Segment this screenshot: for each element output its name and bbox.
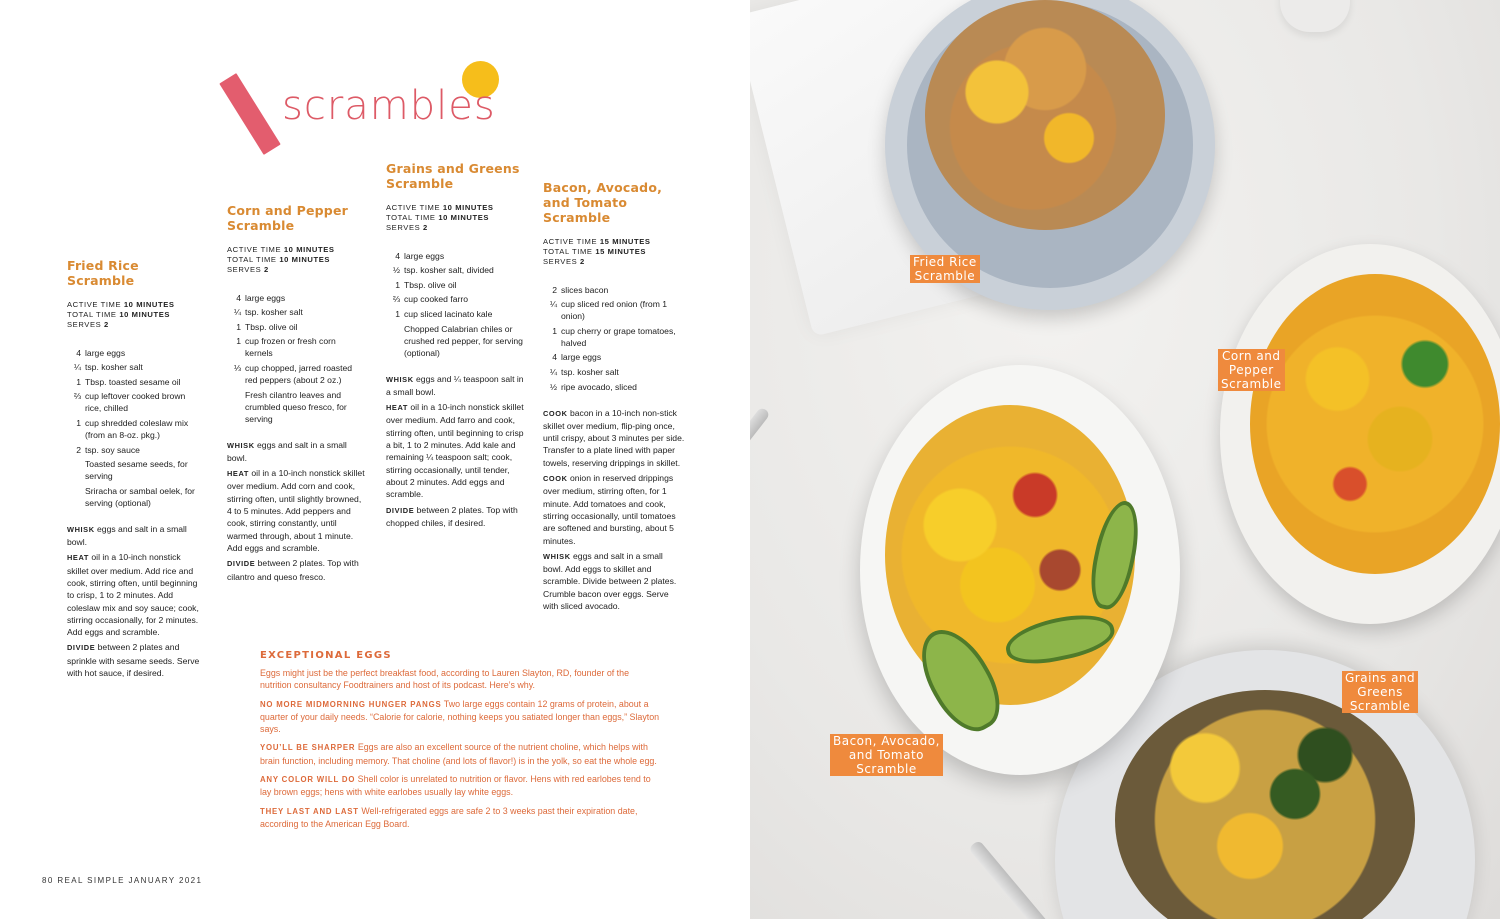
ingredient: Chopped Calabrian chiles or crushed red pepper, for serving (optional) <box>404 323 523 358</box>
page-folio: 80 REAL SIMPLE JANUARY 2021 <box>42 876 203 885</box>
ingredient: ¼ tsp. kosher salt <box>73 362 143 373</box>
ingredient: ⅔ cup cooked farro <box>392 294 469 305</box>
label-grains-greens: Grains and Greens Scramble <box>1342 671 1418 713</box>
meta-label: ACTIVE TIME <box>67 300 122 309</box>
instruction-step: DIVIDE between 2 plates. Top with chopped chiles, if desired. <box>386 504 518 528</box>
recipe-meta: ACTIVE TIME 10 MINUTES TOTAL TIME 10 MINUTES SERVES 2 <box>386 203 494 233</box>
label-bacon-avocado: Bacon, Avocado, and Tomato Scramble <box>830 734 943 776</box>
ingredient: 1 cup sliced lacinato kale <box>395 308 493 319</box>
recipe-grains-greens <box>386 161 524 532</box>
recipe-meta: ACTIVE TIME 15 MINUTES TOTAL TIME 15 MINUTES SERVES 2 <box>543 237 651 267</box>
recipe-title: Fried Rice Scramble <box>67 258 139 288</box>
ingredient: 1 Tbsp. olive oil <box>236 321 298 332</box>
instruction-step: WHISK eggs and salt in a small bowl. Add eggs to skillet and scramble. Divide between 2 plates. Crumble bacon over eggs. Serve with sliced avocado. <box>543 550 677 612</box>
fork-icon <box>750 406 771 650</box>
ingredient: 1 cup frozen or fresh corn kernels <box>236 336 336 359</box>
ingredient: 1 Tbsp. olive oil <box>395 279 457 290</box>
fork-icon <box>968 840 1056 919</box>
label-fried-rice: Fried Rice Scramble <box>910 255 980 283</box>
ingredient-list <box>543 284 685 393</box>
instruction-step: DIVIDE between 2 plates. Top with cilantro and queso fresco. <box>227 558 359 582</box>
corn-pepper-food <box>1250 274 1500 574</box>
sidebar-tip: ANY COLOR WILL DO Shell color is unrelated to nutrition or flavor. Hens with red earlobes tend to lay brown eggs; hens with white earlobes usually lay white eggs. <box>260 774 651 798</box>
instruction-step: DIVIDE between 2 plates and sprinkle with sesame seeds. Serve with hot sauce, if desired. <box>67 642 200 679</box>
page-title: scrambles <box>282 83 496 129</box>
sidebar-intro: Eggs might just be the perfect breakfast food, according to Lauren Slayton, RD, founder of the nutrition consultancy Foodtrainers and host of its podcast. Here’s why. <box>260 668 630 691</box>
meta-label: TOTAL TIME <box>67 310 117 320</box>
ingredient-list <box>67 347 202 509</box>
ingredient: ¼ cup sliced red onion (from 1 onion) <box>549 299 668 322</box>
ingredient: 4 large eggs <box>552 352 602 363</box>
corn-pepper-plate <box>1220 244 1500 624</box>
ingredient: 1 cup shredded coleslaw mix (from an 8-oz. pkg.) <box>76 417 189 440</box>
ingredient: ⅓ cup chopped, jarred roasted red peppers (about 2 oz.) <box>233 362 353 385</box>
ingredient: ½ tsp. kosher salt, divided <box>392 265 494 276</box>
instruction-step: COOK onion in reserved drippings over medium, stirring often, for 1 minute. Add tomatoes and cook, stirring occasionally, until tomatoes are softened and bursting, about 5 minutes. <box>543 473 676 546</box>
exceptional-eggs-sidebar <box>260 650 660 830</box>
fried-rice-food <box>925 0 1165 230</box>
instruction-list <box>543 407 685 613</box>
instruction-list <box>227 439 365 583</box>
salt-shaker <box>1280 0 1350 32</box>
ingredient: ¼ tsp. kosher salt <box>549 366 619 377</box>
instruction-list <box>67 523 202 680</box>
ingredient: 2 slices bacon <box>552 284 609 295</box>
ingredient: 4 large eggs <box>395 250 445 261</box>
recipe-title: Grains and Greens Scramble <box>386 161 520 191</box>
ingredient: ¼ tsp. kosher salt <box>233 307 303 318</box>
meta-label: SERVES <box>67 320 102 330</box>
food-photo <box>750 0 1500 919</box>
ingredient: Sriracha or sambal oelek, for serving (optional) <box>85 485 195 508</box>
ingredient: 4 large eggs <box>76 347 126 358</box>
instruction-step: WHISK eggs and salt in a small bowl. <box>227 439 347 463</box>
sidebar-tip: YOU’LL BE SHARPER Eggs are also an excellent source of the nutrient choline, which helps with brain function, including memory. That choline (and lots of flavor!) is in the yolk, so eat the whole egg. <box>260 742 657 766</box>
recipe-title: Corn and Pepper Scramble <box>227 203 348 233</box>
ingredient: 1 cup cherry or grape tomatoes, halved <box>552 325 676 348</box>
ingredient: Toasted sesame seeds, for serving <box>85 459 188 482</box>
instruction-step: HEAT oil in a 10-inch nonstick skillet over medium. Add farro and cook, stirring often, until beginning to crisp a bit, 1 to 2 minutes. Add kale and remaining ¼ teaspoon salt; cook, stirring occasionally, until tender, about 2 minutes. Add eggs and scramble. <box>386 402 524 500</box>
ingredient: Fresh cilantro leaves and crumbled queso fresco, for serving <box>245 389 347 424</box>
recipe-title: Bacon, Avocado, and Tomato Scramble <box>543 180 663 225</box>
recipe-meta <box>67 300 202 331</box>
sidebar-tip: THEY LAST AND LAST Well-refrigerated eggs are safe 2 to 3 weeks past their expiration date, according to the American Egg Board. <box>260 805 638 829</box>
meta-value: 10 MINUTES <box>123 300 175 309</box>
decorative-bar <box>219 73 280 155</box>
ingredient: 4 large eggs <box>236 292 286 303</box>
label-corn-pepper: Corn and Pepper Scramble <box>1218 349 1285 391</box>
meta-value: 10 MINUTES <box>119 310 171 320</box>
ingredient: 1 Tbsp. toasted sesame oil <box>76 376 181 387</box>
sidebar-title: EXCEPTIONAL EGGS <box>260 650 392 661</box>
instruction-step: HEAT oil in a 10-inch nonstick skillet over medium. Add corn and cook, stirring often, until slightly browned, 4 to 5 minutes. Add peppers and cook, stirring constantly, until warmed through, about 1 minute. Add eggs and scramble. <box>227 468 365 553</box>
ingredient: 2 tsp. soy sauce <box>76 444 140 455</box>
meta-value: 2 <box>104 320 109 330</box>
grains-greens-food <box>1115 690 1415 919</box>
instruction-step: COOK bacon in a 10-inch non-stick skillet over medium, flip-ping once, until crispy, about 3 minutes per side. Transfer to a plate lined with paper towels, reserving drippings in skillet. <box>543 407 685 468</box>
ingredient-list <box>386 250 524 359</box>
ingredient: ⅔ cup leftover cooked brown rice, chilled <box>73 391 186 414</box>
ingredient-list <box>227 292 365 425</box>
instruction-step: HEAT oil in a 10-inch nonstick skillet over medium. Add rice and cook, stirring often, until beginning to crisp, 1 to 2 minutes. Add coleslaw mix and soy sauce; cook, stirring occasionally, for 2 minutes. Add eggs and scramble. <box>67 552 199 638</box>
sidebar-tip: NO MORE MIDMORNING HUNGER PANGS Two large eggs contain 12 grams of protein, about a quarter of your daily needs. “Calorie for calorie, nothing keeps you satiated longer than eggs,” Slayton says. <box>260 698 660 735</box>
ingredient: ½ ripe avocado, sliced <box>549 381 637 392</box>
instruction-step: WHISK eggs and salt in a small bowl. <box>67 523 187 548</box>
recipe-bacon-avocado-tomato <box>543 180 685 615</box>
recipe-corn-pepper <box>227 203 365 586</box>
recipe-fried-rice <box>67 258 202 682</box>
recipe-meta: ACTIVE TIME 10 MINUTES TOTAL TIME 10 MINUTES SERVES 2 <box>227 245 335 275</box>
instruction-step: WHISK eggs and ¼ teaspoon salt in a small bowl. <box>386 373 524 397</box>
instruction-list <box>386 373 524 530</box>
